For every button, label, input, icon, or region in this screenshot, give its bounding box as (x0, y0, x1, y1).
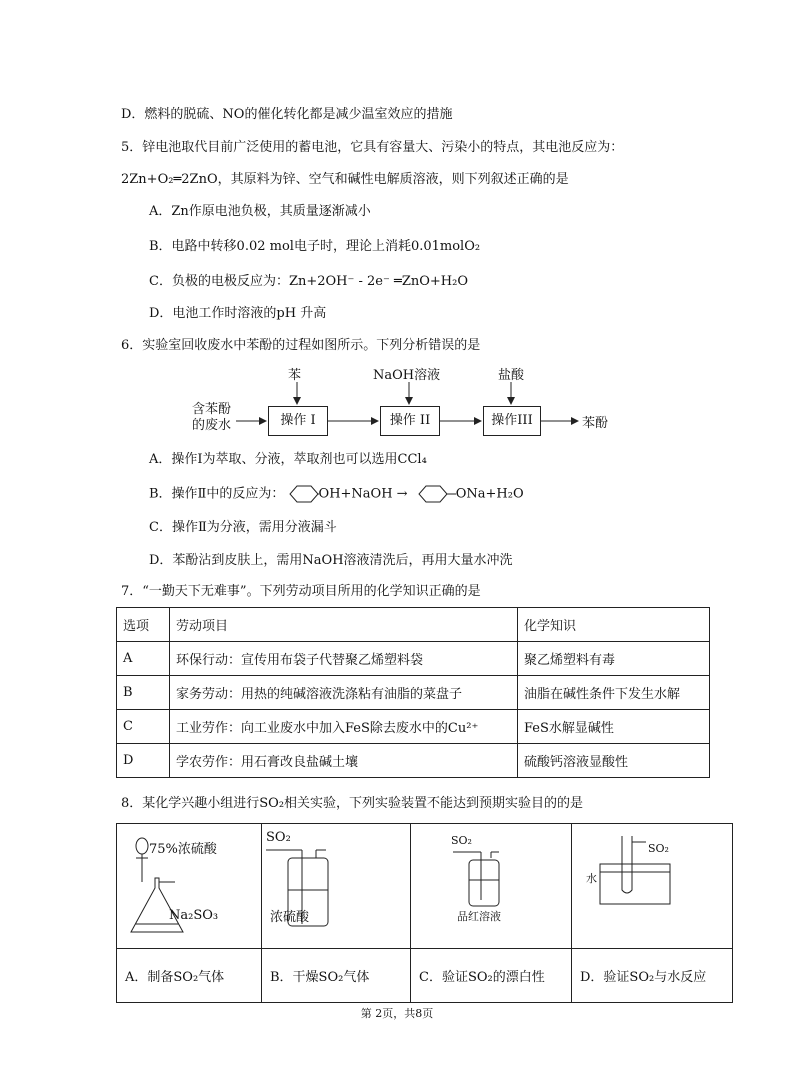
q8-stem: 8．某化学兴趣小组进行SO₂相关实验，下列实验装置不能达到预期实验目的的是 (121, 796, 584, 811)
table-header-row (117, 608, 710, 642)
apparatus-c-cell (411, 824, 572, 949)
table-cell: 油脂在碱性条件下发生水解 (518, 676, 710, 710)
flow-output-label: 苯酚 (582, 416, 609, 431)
q4-option-d: D．燃料的脱硫、NO的催化转化都是减少温室效应的措施 (121, 107, 453, 122)
table-header-cell: 劳动项目 (170, 608, 518, 642)
q6-option-b-middle: OH+NaOH → (318, 486, 408, 502)
apparatus-b-cell (262, 824, 411, 949)
benzene-ring-icon (418, 484, 456, 504)
q6-option-a: A．操作Ⅰ为萃取、分液，萃取剂也可以选用CCl₄ (149, 452, 427, 467)
label-acid: 75%浓硫酸 (149, 842, 217, 857)
label-pin: 品红溶液 (457, 910, 501, 923)
table-cell: 学农劳作：用石膏改良盐碱土壤 (170, 744, 518, 778)
caption-c: C．验证SO₂的漂白性 (411, 949, 572, 1003)
q5-stem-2: 2Zn+O₂═2ZnO，其原料为锌、空气和碱性电解质溶液，则下列叙述正确的是 (121, 172, 569, 187)
q6-stem: 6．实验室回收废水中苯酚的过程如图所示。下列分析错误的是 (121, 338, 481, 353)
apparatus-a-cell (117, 824, 262, 949)
q6-option-b-suffix: ONa+H₂O (455, 486, 524, 502)
operation-3-box: 操作III (483, 406, 541, 436)
table-cell: A (117, 642, 170, 676)
page-footer: 第 2页，共8页 (360, 1007, 434, 1020)
label-so2: SO₂ (266, 830, 291, 845)
process-flow-diagram (190, 362, 640, 444)
caption-b: B．干燥SO₂气体 (262, 949, 411, 1003)
table-row (117, 710, 710, 744)
table-row (117, 642, 710, 676)
benzene-ring-icon (289, 484, 319, 504)
table-header-cell: 化学知识 (518, 608, 710, 642)
table-cell: B (117, 676, 170, 710)
q5-stem: 5．锌电池取代目前广泛使用的蓄电池，它具有容量大、污染小的特点，其电池反应为： (121, 140, 624, 155)
table-cell: D (117, 744, 170, 778)
q7-stem: 7．“一勤天下无难事”。下列劳动项目所用的化学知识正确的是 (121, 584, 481, 599)
q8-apparatus-table (116, 823, 733, 1003)
q5-option-a: A．Zn作原电池负极，其质量逐渐减小 (149, 204, 371, 219)
label-so2: SO₂ (451, 834, 472, 847)
caption-d: D．验证SO₂与水反应 (572, 949, 733, 1003)
q6-option-b (149, 484, 524, 504)
q5-option-c: C．负极的电极反应为：Zn+2OH⁻ - 2e⁻ ═ZnO+H₂O (149, 274, 468, 289)
apparatus-row (117, 824, 733, 949)
operation-2-box: 操作 II (380, 406, 440, 436)
caption-row (117, 949, 733, 1003)
apparatus-d-cell (572, 824, 733, 949)
table-header-cell: 选项 (117, 608, 170, 642)
q6-option-c: C．操作Ⅱ为分液，需用分液漏斗 (149, 520, 337, 535)
q5-option-b: B．电路中转移0.02 mol电子时，理论上消耗0.01molO₂ (149, 239, 481, 254)
table-cell: C (117, 710, 170, 744)
table-row (117, 744, 710, 778)
reagent-benzene: 苯 (288, 368, 302, 383)
label-so2: SO₂ (648, 842, 669, 855)
table-cell: 硫酸钙溶液显酸性 (518, 744, 710, 778)
table-cell: 聚乙烯塑料有毒 (518, 642, 710, 676)
table-cell: 环保行动：宣传用布袋子代替聚乙烯塑料袋 (170, 642, 518, 676)
table-cell: FeS水解显碱性 (518, 710, 710, 744)
q6-option-d: D．苯酚沾到皮肤上，需用NaOH溶液清洗后，再用大量水冲洗 (149, 553, 513, 568)
reagent-naoh: NaOH溶液 (373, 368, 441, 383)
operation-1-box: 操作 I (268, 406, 328, 436)
table-cell: 家务劳动：用热的纯碱溶液洗涤粘有油脂的菜盘子 (170, 676, 518, 710)
table-cell: 工业劳作：向工业废水中加入FeS除去废水中的Cu²⁺ (170, 710, 518, 744)
label-water: 水 (586, 872, 597, 885)
gas-washing-bottle-icon (411, 824, 571, 944)
flow-arrows (190, 362, 640, 444)
label-salt: Na₂SO₃ (169, 908, 219, 923)
table-row (117, 676, 710, 710)
q7-table (116, 607, 710, 778)
q6-option-b-prefix: B．操作Ⅱ中的反应为： (149, 486, 285, 502)
flow-input-line-1: 含苯酚 (192, 402, 232, 417)
q5-option-d: D．电池工作时溶液的pH 升高 (149, 306, 327, 321)
label-conc-acid: 浓硫酸 (270, 910, 310, 925)
reagent-hcl: 盐酸 (498, 368, 525, 383)
flow-input-line-2: 的废水 (192, 418, 232, 433)
caption-a: A．制备SO₂气体 (117, 949, 262, 1003)
